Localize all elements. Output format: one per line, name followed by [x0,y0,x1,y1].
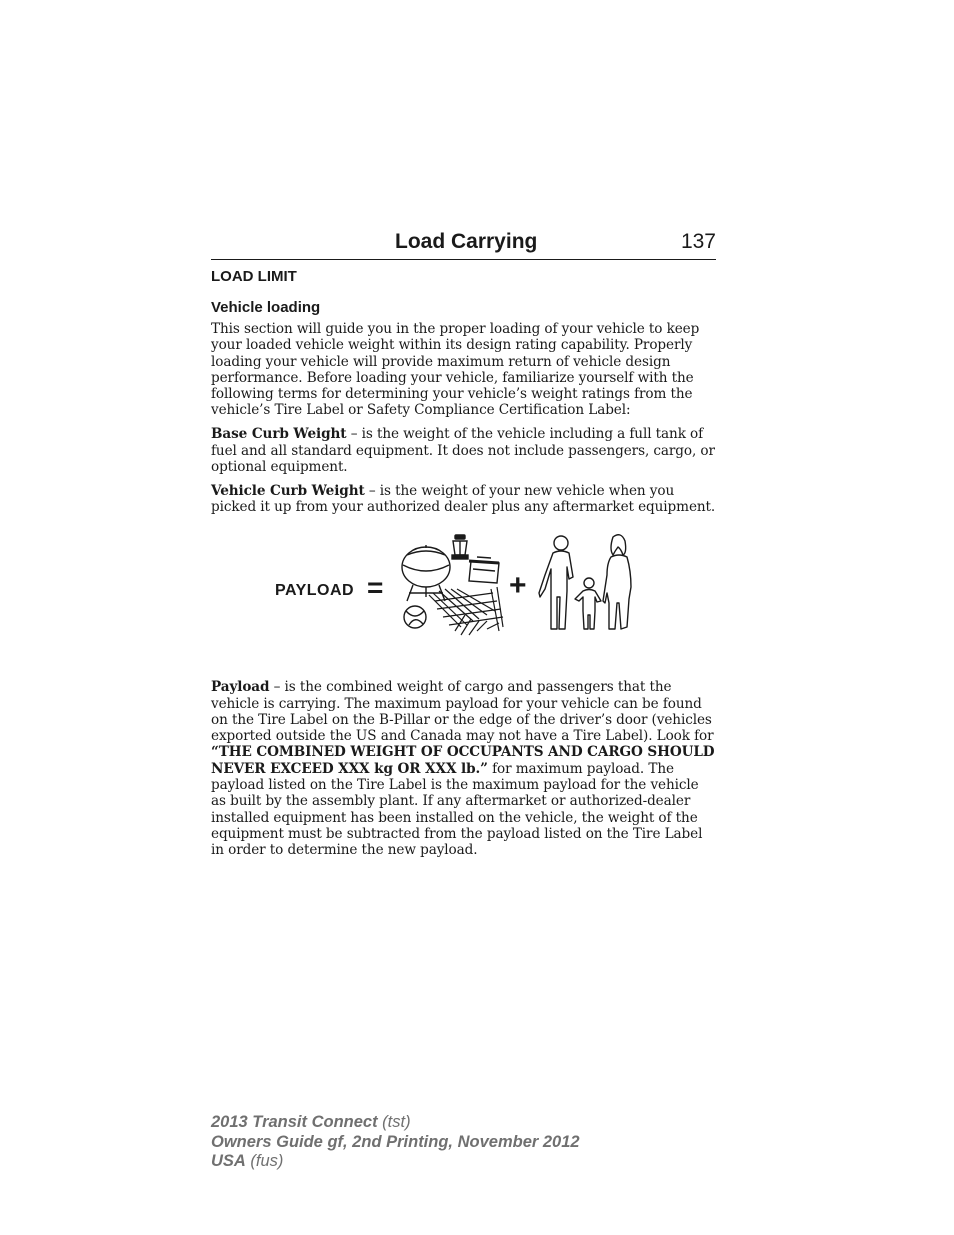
intro-paragraph: This section will guide you in the proper loading of your vehicle to keep your loaded vehicle weight within its design rating capability. Properly loading your vehicle will provide maximum return of vehicle design performance. Before loading your vehicle, familiarize yourself with the following terms for determining your vehicle’s weight ratings from the vehicle’s Tire Label or Safety Compliance Certification Label: [211,321,700,419]
equals-sign: = [367,572,384,604]
grill-icon [402,545,450,601]
ball-icon [404,606,426,628]
vehicle-curb-weight-term: Vehicle Curb Weight [211,482,365,499]
man-silhouette-icon [539,536,573,629]
payload-text-1: – is the combined weight of cargo and passengers that the vehicle is carrying. The maximum payload for your vehicle can be found on the Tire Label on the B-Pillar or the edge of the driver’s door (vehicles exported outside the US and Canada may not have a Tire Label). Look for [211,679,714,745]
footer-line-market: USA (fus) [211,1152,284,1170]
family-illustration [533,531,643,635]
section-title: LOAD LIMIT [211,268,297,285]
subsection-title: Vehicle loading [211,299,321,316]
payload-term: Payload [211,679,270,696]
woman-silhouette-icon [603,535,631,629]
cargo-illustration [399,531,505,639]
page-header [211,229,716,260]
footer-line-guide: Owners Guide gf, 2nd Printing, November 2012 [211,1132,580,1151]
payload-text-2: for maximum payload. The payload listed on the Tire Label is the maximum payload for the vehicle as built by the assembly plant. If any aftermarket or authorized-dealer installed equipment has been installed on the vehicle, the weight of the equipment must be subtracted from the payload listed on the Tire Label in order to determine the new payload. [211,760,703,859]
plus-sign: + [509,569,527,603]
chapter-title: Load Carrying [395,230,538,253]
cooler-icon [469,557,499,583]
vehicle-curb-weight-paragraph [211,483,716,516]
lantern-icon [452,535,468,559]
footer-line-model: 2013 Transit Connect (tst) [211,1113,411,1131]
base-curb-weight-paragraph [211,426,716,475]
payload-figure [211,529,716,657]
page-number: 137 [680,230,716,253]
payload-label: PAYLOAD [275,582,355,600]
child-silhouette-icon [575,578,601,629]
base-curb-weight-text: – is the weight of the vehicle including a full tank of fuel and all standard equipment. It does not include passengers, cargo, or optional equipment. [211,426,715,475]
vehicle-curb-weight-text: – is the weight of your new vehicle when you picked it up from your authorized dealer plus any aftermarket equipment. [211,482,716,515]
page-footer [211,1113,580,1172]
page-content [211,268,716,866]
payload-warning-quote: “THE COMBINED WEIGHT OF OCCUPANTS AND CARGO SHOULD NEVER EXCEED XXX kg OR XXX lb.” [211,744,715,777]
gear-pile-icon [429,587,503,635]
base-curb-weight-term: Base Curb Weight [211,426,347,443]
payload-paragraph [211,679,716,858]
